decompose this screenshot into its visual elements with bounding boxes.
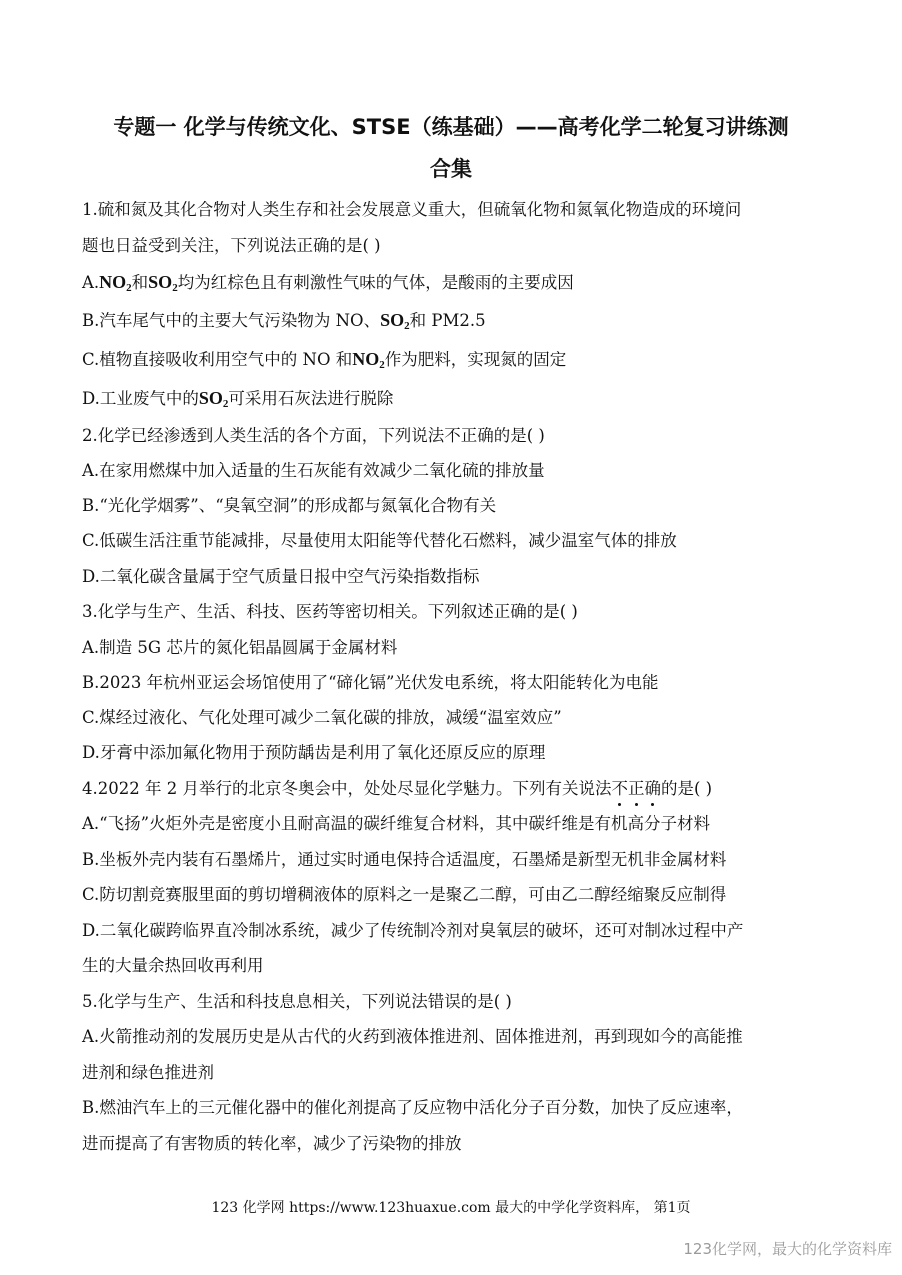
q4-option-c: C.防切割竞赛服里面的剪切增稠液体的原料之一是聚乙二醇，可由乙二醇经缩聚反应制得 bbox=[82, 885, 727, 904]
page-footer: 123 化学网 https://www.123huaxue.com 最大的中学化学资料库， 第1页 bbox=[211, 1200, 691, 1216]
q5-option-b-line-2: 进而提高了有害物质的转化率，减少了污染物的排放 bbox=[82, 1134, 462, 1153]
q4-option-b: B.坐板外壳内装有石墨烯片，通过实时通电保持合适温度，石墨烯是新型无机非金属材料 bbox=[82, 850, 727, 869]
q1-option-b: B.汽车尾气中的主要大气污染物为 NO、$SO_2$和 PM2.5 bbox=[82, 310, 486, 332]
formula-no2: $NO_2$ bbox=[99, 272, 132, 294]
q4-option-d-line-1: D.二氧化碳跨临界直冷制冰系统，减少了传统制冷剂对臭氧层的破坏，还可对制冰过程中产 bbox=[82, 921, 744, 940]
q3-option-b: B.2023 年杭州亚运会场馆使用了“碲化镉”光伏发电系统，将太阳能转化为电能 bbox=[82, 673, 659, 692]
q3-option-c: C.煤经过液化、气化处理可减少二氧化碳的排放，减缓“温室效应” bbox=[82, 708, 562, 727]
q2-option-b: B.“光化学烟雾”、“臭氧空洞”的形成都与氮氧化合物有关 bbox=[82, 496, 497, 515]
q3-option-a: A.制造 5G 芯片的氮化铝晶圆属于金属材料 bbox=[82, 638, 398, 657]
formula-so2: $SO_2$ bbox=[380, 310, 410, 332]
q5-option-b-line-1: B.燃油汽车上的三元催化器中的催化剂提高了反应物中活化分子百分数，加快了反应速率， bbox=[82, 1098, 743, 1117]
emphasis-dot: 不 bbox=[611, 779, 628, 798]
q1-stem-line-2: 题也日益受到关注，下列说法正确的是( ) bbox=[82, 236, 381, 255]
formula-no2: $NO_2$ bbox=[352, 349, 385, 371]
q4-option-d-line-2: 生的大量余热回收再利用 bbox=[82, 956, 264, 975]
emphasis-dot: 确 bbox=[644, 779, 661, 798]
emphasis-dot: 正 bbox=[627, 779, 645, 798]
q1-option-c: C.植物直接吸收利用空气中的 NO 和$NO_2$作为肥料，实现氮的固定 bbox=[82, 349, 567, 371]
page-title bbox=[40, 106, 862, 190]
title-line-2: 合集 bbox=[430, 157, 472, 181]
q4-option-a: A.“飞扬”火炬外壳是密度小且耐高温的碳纤维复合材料，其中碳纤维是有机高分子材料 bbox=[82, 814, 711, 833]
q2-option-c: C.低碳生活注重节能减排，尽量使用太阳能等代替化石燃料，减少温室气体的排放 bbox=[82, 531, 677, 550]
q1-stem-line-1: 1.硫和氮及其化合物对人类生存和社会发展意义重大，但硫氧化物和氮氧化物造成的环境问 bbox=[82, 200, 742, 219]
formula-so2: $SO_2$ bbox=[148, 272, 178, 294]
q4-stem: 4.2022 年 2 月举行的北京冬奥会中，处处尽显化学魅力。下列有关说法不正确的是( ) bbox=[82, 779, 713, 798]
q2-stem: 2.化学已经渗透到人类生活的各个方面，下列说法不正确的是( ) bbox=[82, 426, 545, 445]
q2-option-a: A.在家用燃煤中加入适量的生石灰能有效减少二氧化硫的排放量 bbox=[82, 461, 545, 480]
watermark: 123化学网，最大的化学资料库 bbox=[683, 1240, 892, 1258]
q1-option-a: $A.NO_2$和$SO_2$均为红棕色且有刺激性气味的气体，是酸雨的主要成因 bbox=[82, 272, 574, 294]
title-line-1: 专题一 化学与传统文化、STSE（练基础）——高考化学二轮复习讲练测 bbox=[113, 115, 789, 139]
formula-so2: $SO_2$ bbox=[198, 388, 229, 410]
q1-option-d: D.工业废气中的$SO_2$可采用石灰法进行脱除 bbox=[82, 388, 394, 410]
q3-stem: 3.化学与生产、生活、科技、医药等密切相关。下列叙述正确的是( ) bbox=[82, 602, 578, 621]
q5-stem: 5.化学与生产、生活和科技息息相关，下列说法错误的是( ) bbox=[82, 992, 512, 1011]
q5-option-a-line-2: 进剂和绿色推进剂 bbox=[82, 1063, 214, 1082]
q5-option-a-line-1: A.火箭推动剂的发展历史是从古代的火药到液体推进剂、固体推进剂，再到现如今的高能推 bbox=[82, 1027, 743, 1046]
q3-option-d: D.牙膏中添加氟化物用于预防龋齿是利用了氧化还原反应的原理 bbox=[82, 743, 546, 762]
q2-option-d: D.二氧化碳含量属于空气质量日报中空气污染指数指标 bbox=[82, 567, 480, 586]
